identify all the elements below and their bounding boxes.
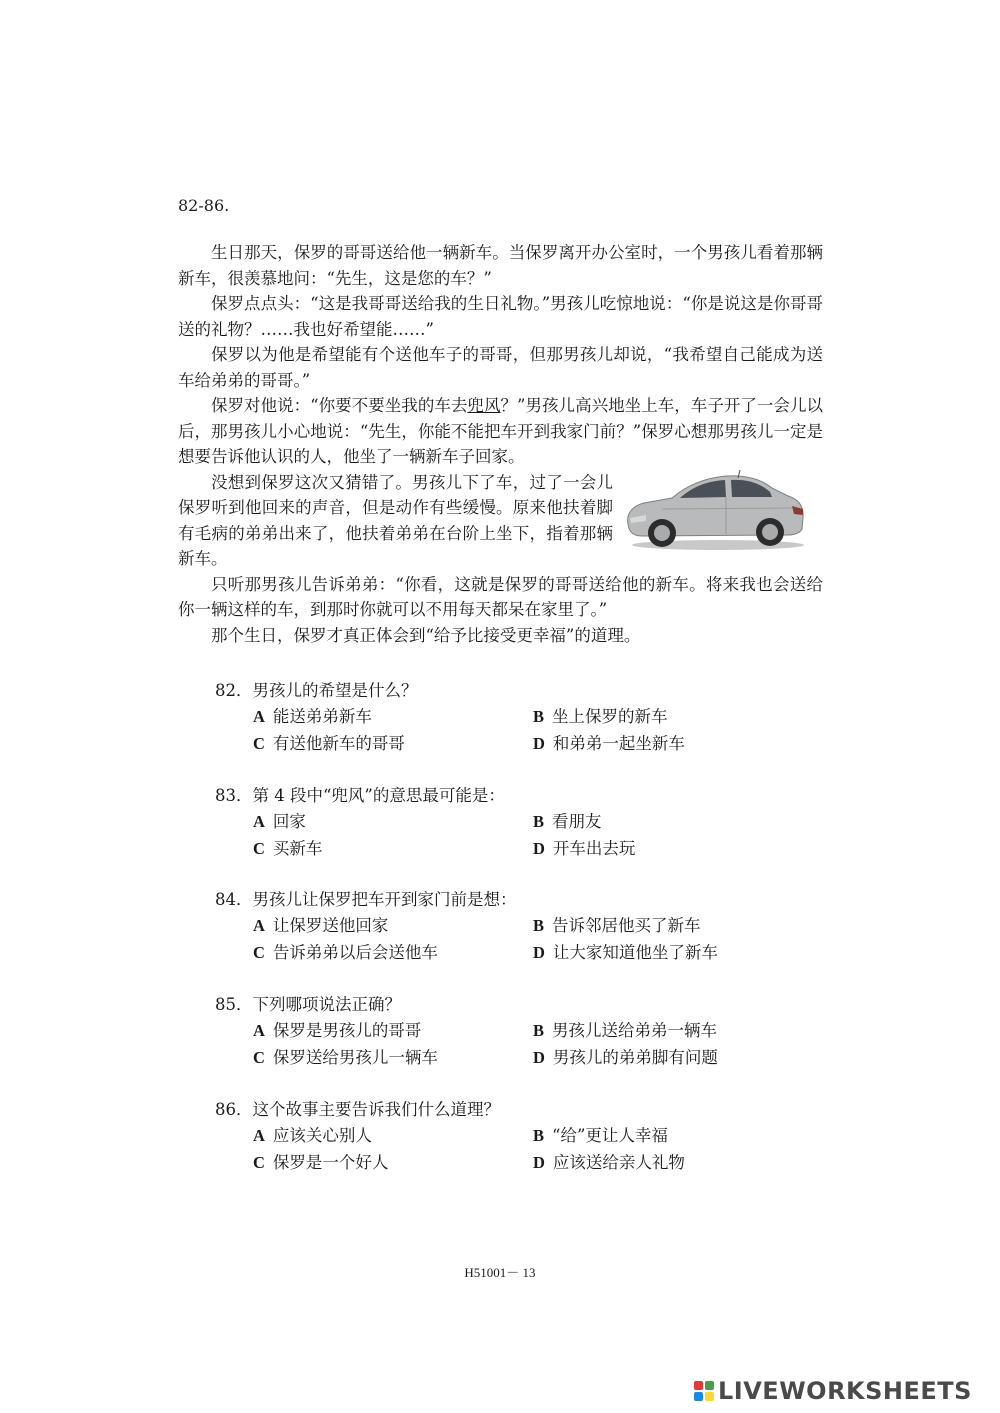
option-letter: A [253, 707, 265, 726]
option-c[interactable] [253, 1150, 388, 1177]
option-text: 有送他新车的哥哥 [272, 733, 405, 753]
option-text: 和弟弟一起坐新车 [552, 733, 685, 753]
option-letter: B [533, 1126, 545, 1145]
passage-p4-part-2: ？”男孩儿高兴地坐上车，车子开了一会儿以后，那男孩儿小心地说：“先生，你能不能把车开到我家门前？”保罗心想那男孩儿一定是想要告诉他认识的人，他坐了一辆新车子回家。 [178, 396, 823, 466]
option-letter: C [253, 733, 265, 753]
question-83 [215, 782, 815, 862]
logo-text: LIVEWORKSHEETS [718, 1377, 972, 1405]
options-row [215, 1018, 815, 1045]
option-b[interactable] [533, 1123, 668, 1150]
option-text: 买新车 [272, 838, 323, 858]
option-text: 男孩儿送给弟弟一辆车 [552, 1021, 718, 1040]
option-d[interactable] [533, 731, 685, 758]
options-row [215, 940, 815, 967]
option-letter: D [533, 1047, 545, 1067]
option-text: 告诉弟弟以后会送他车 [272, 942, 438, 962]
question-84 [215, 886, 815, 966]
logo-square-blue [694, 1392, 703, 1401]
option-a[interactable] [253, 1123, 372, 1150]
reading-passage [178, 240, 823, 648]
liveworksheets-logo[interactable] [694, 1377, 972, 1405]
option-d[interactable] [533, 940, 718, 967]
option-b[interactable] [533, 704, 668, 731]
option-letter: D [533, 942, 545, 962]
option-text: 开车出去玩 [552, 838, 636, 858]
question-stem: 82．男孩儿的希望是什么？ [215, 681, 418, 700]
option-letter: A [253, 916, 265, 935]
question-86 [215, 1096, 815, 1176]
option-text: “给”更让人幸福 [552, 1126, 668, 1145]
option-c[interactable] [253, 731, 405, 758]
question-85 [215, 991, 815, 1071]
option-letter: A [253, 1126, 265, 1145]
option-letter: B [533, 1021, 545, 1040]
option-d[interactable] [533, 836, 635, 863]
option-text: 应该关心别人 [272, 1126, 372, 1145]
option-text: 保罗送给男孩儿一辆车 [272, 1047, 438, 1067]
logo-icon [694, 1381, 714, 1401]
option-letter: B [533, 812, 545, 831]
options-row [215, 836, 815, 863]
section-label: 82-86. [178, 196, 230, 215]
question-stem: 85．下列哪项说法正确？ [215, 995, 401, 1014]
option-text: 让保罗送他回家 [272, 916, 389, 935]
option-letter: A [253, 1021, 265, 1040]
option-c[interactable] [253, 940, 438, 967]
option-letter: A [253, 812, 265, 831]
question-stem: 86．这个故事主要告诉我们什么道理？ [215, 1100, 500, 1119]
options-row [215, 1045, 815, 1072]
option-c[interactable] [253, 1045, 438, 1072]
option-text: 看朋友 [552, 812, 602, 831]
option-text: 男孩儿的弟弟脚有问题 [552, 1047, 718, 1067]
option-text: 能送弟弟新车 [272, 707, 372, 726]
passage-paragraph-4 [178, 393, 823, 470]
option-text: 告诉邻居他买了新车 [552, 916, 701, 935]
passage-p4-part-1: 保罗对他说：“你要不要坐我的车去 [211, 396, 468, 415]
underlined-term: 兜风 [467, 396, 501, 415]
option-letter: B [533, 707, 545, 726]
question-stem: 83．第 4 段中“兜风”的意思最可能是： [215, 786, 505, 805]
option-letter: C [253, 838, 265, 858]
option-letter: D [533, 733, 545, 753]
option-letter: C [253, 1152, 265, 1172]
option-a[interactable] [253, 913, 388, 940]
options-row [215, 1123, 815, 1150]
passage-paragraph-6: 只听那男孩儿告诉弟弟：“你看，这就是保罗的哥哥送给他的新车。将来我也会送给你一辆这样的车，到那时你就可以不用每天都呆在家里了。” [178, 574, 823, 619]
options-row [215, 704, 815, 731]
passage-paragraph-2: 保罗点点头：“这是我哥哥送给我的生日礼物。”男孩儿吃惊地说：“你是说这是你哥哥送的礼物？……我也好希望能……” [178, 294, 823, 339]
option-letter: C [253, 942, 265, 962]
page-footer: H51001－ 13 [464, 1265, 536, 1280]
options-row [215, 731, 815, 758]
option-text: 回家 [272, 812, 306, 831]
option-text: 坐上保罗的新车 [552, 707, 668, 726]
options-row [215, 809, 815, 836]
option-b[interactable] [533, 913, 701, 940]
question-stem: 84．男孩儿让保罗把车开到家门前是想： [215, 890, 517, 909]
option-text: 应该送给亲人礼物 [552, 1152, 685, 1172]
passage-paragraph-7: 那个生日，保罗才真正体会到“给予比接受更幸福”的道理。 [211, 625, 641, 645]
option-c[interactable] [253, 836, 322, 863]
options-row [215, 1150, 815, 1177]
option-b[interactable] [533, 809, 602, 836]
option-letter: B [533, 916, 545, 935]
option-text: 让大家知道他坐了新车 [552, 942, 718, 962]
option-letter: D [533, 1152, 545, 1172]
option-text: 保罗是男孩儿的哥哥 [272, 1021, 422, 1040]
option-text: 保罗是一个好人 [272, 1152, 389, 1172]
option-d[interactable] [533, 1150, 685, 1177]
option-a[interactable] [253, 809, 306, 836]
options-row [215, 913, 815, 940]
passage-paragraph-1: 生日那天，保罗的哥哥送给他一辆新车。当保罗离开办公室时，一个男孩儿看着那辆新车，很羡慕地问：“先生，这是您的车？” [178, 243, 823, 288]
option-a[interactable] [253, 704, 372, 731]
option-letter: C [253, 1047, 265, 1067]
option-d[interactable] [533, 1045, 718, 1072]
passage-paragraph-5: 没想到保罗这次又猜错了。男孩儿下了车，过了一会儿保罗听到他回来的声音，但是动作有些缓慢。原来他扶着脚有毛病的弟弟出来了，他扶着弟弟在台阶上坐下，指着那辆新车。 [178, 472, 613, 568]
question-82 [215, 677, 815, 757]
option-a[interactable] [253, 1018, 421, 1045]
option-letter: D [533, 838, 545, 858]
car-illustration [622, 466, 807, 552]
logo-square-yellow [705, 1392, 714, 1401]
passage-paragraph-3: 保罗以为他是希望能有个送他车子的哥哥，但那男孩儿却说，“我希望自己能成为送车给弟弟的哥哥。” [178, 345, 823, 390]
option-b[interactable] [533, 1018, 717, 1045]
logo-square-green [705, 1381, 714, 1390]
logo-square-red [694, 1381, 703, 1390]
